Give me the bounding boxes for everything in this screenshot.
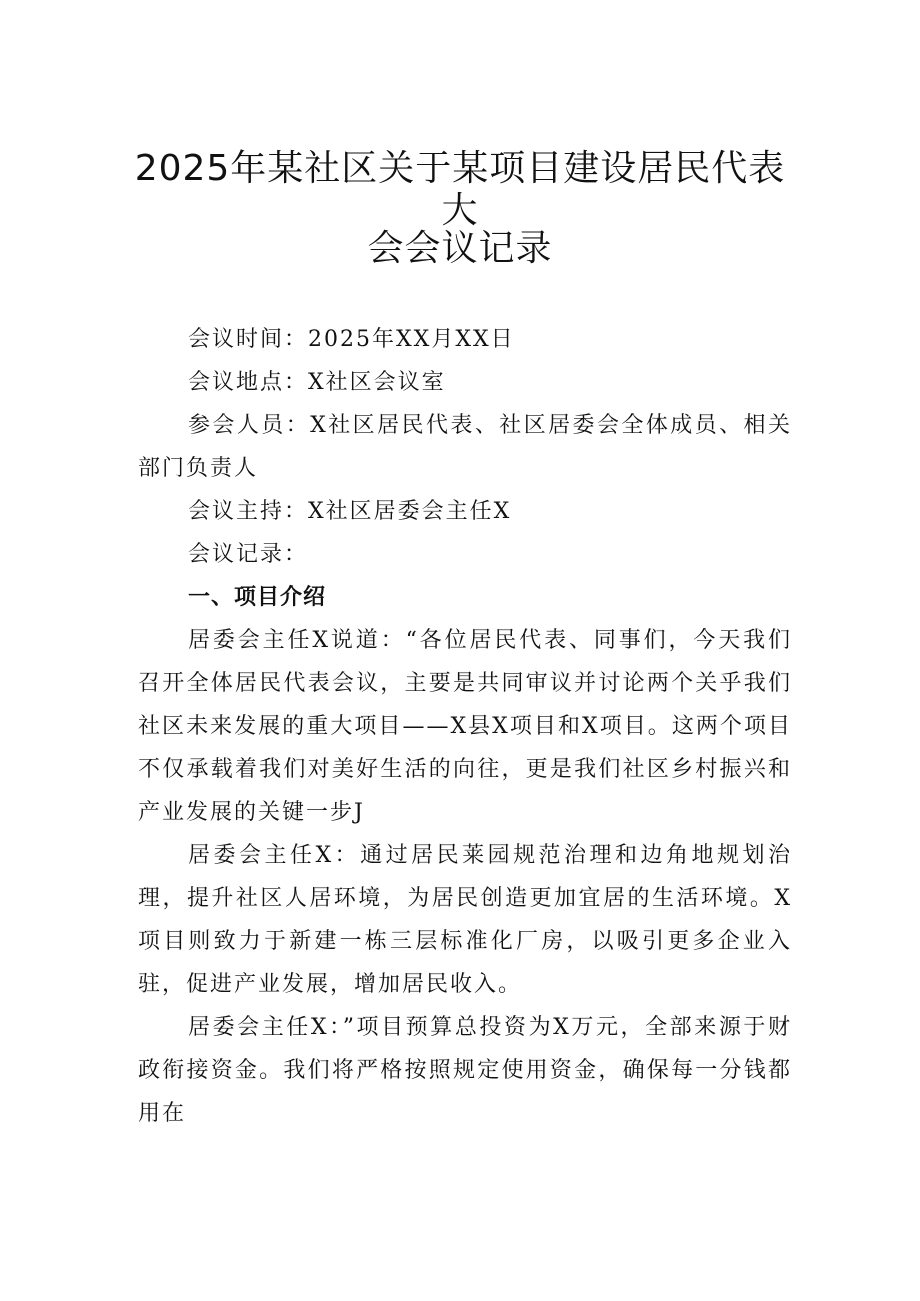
document-title-line-2: 会会议记录	[367, 228, 553, 269]
meeting-place: 会议地点：X社区会议室	[188, 370, 446, 395]
meeting-attendees: 参会人员：X社区居民代表、社区居委会全体成员、相关部门负责人	[138, 413, 792, 481]
meeting-recorder: 会议记录：	[188, 542, 309, 567]
document-title-line-1: 2025年某社区关于某项目建设居民代表大	[134, 148, 786, 231]
paragraph-3: 居委会主任X：”项目预算总投资为X万元，全部来源于财政衔接资金。我们将严格按照规定使用资金，确保每一分钱都用在	[138, 1015, 792, 1126]
meeting-host: 会议主持：X社区居委会主任X	[188, 499, 512, 524]
section-heading-project-intro: 一、项目介绍	[188, 585, 327, 610]
paragraph-2: 居委会主任X：通过居民莱园规范治理和边角地规划治理，提升社区人居环境，为居民创造更加宜居的生活环境。X项目则致力于新建一栋三层标准化厂房，以吸引更多企业入驻，促进产业发展，增加居民收入。	[138, 843, 792, 997]
document-body	[138, 318, 792, 1135]
meeting-time: 会议时间：2025年XX月XX日	[188, 327, 515, 352]
paragraph-1: 居委会主任X说道：“各位居民代表、同事们，今天我们召开全体居民代表会议，主要是共同审议并讨论两个关乎我们社区未来发展的重大项目——X县X项目和X项目。这两个项目不仅承载着我们对美好生活的向往，更是我们社区乡村振兴和产业发展的关键一步J	[138, 628, 792, 825]
